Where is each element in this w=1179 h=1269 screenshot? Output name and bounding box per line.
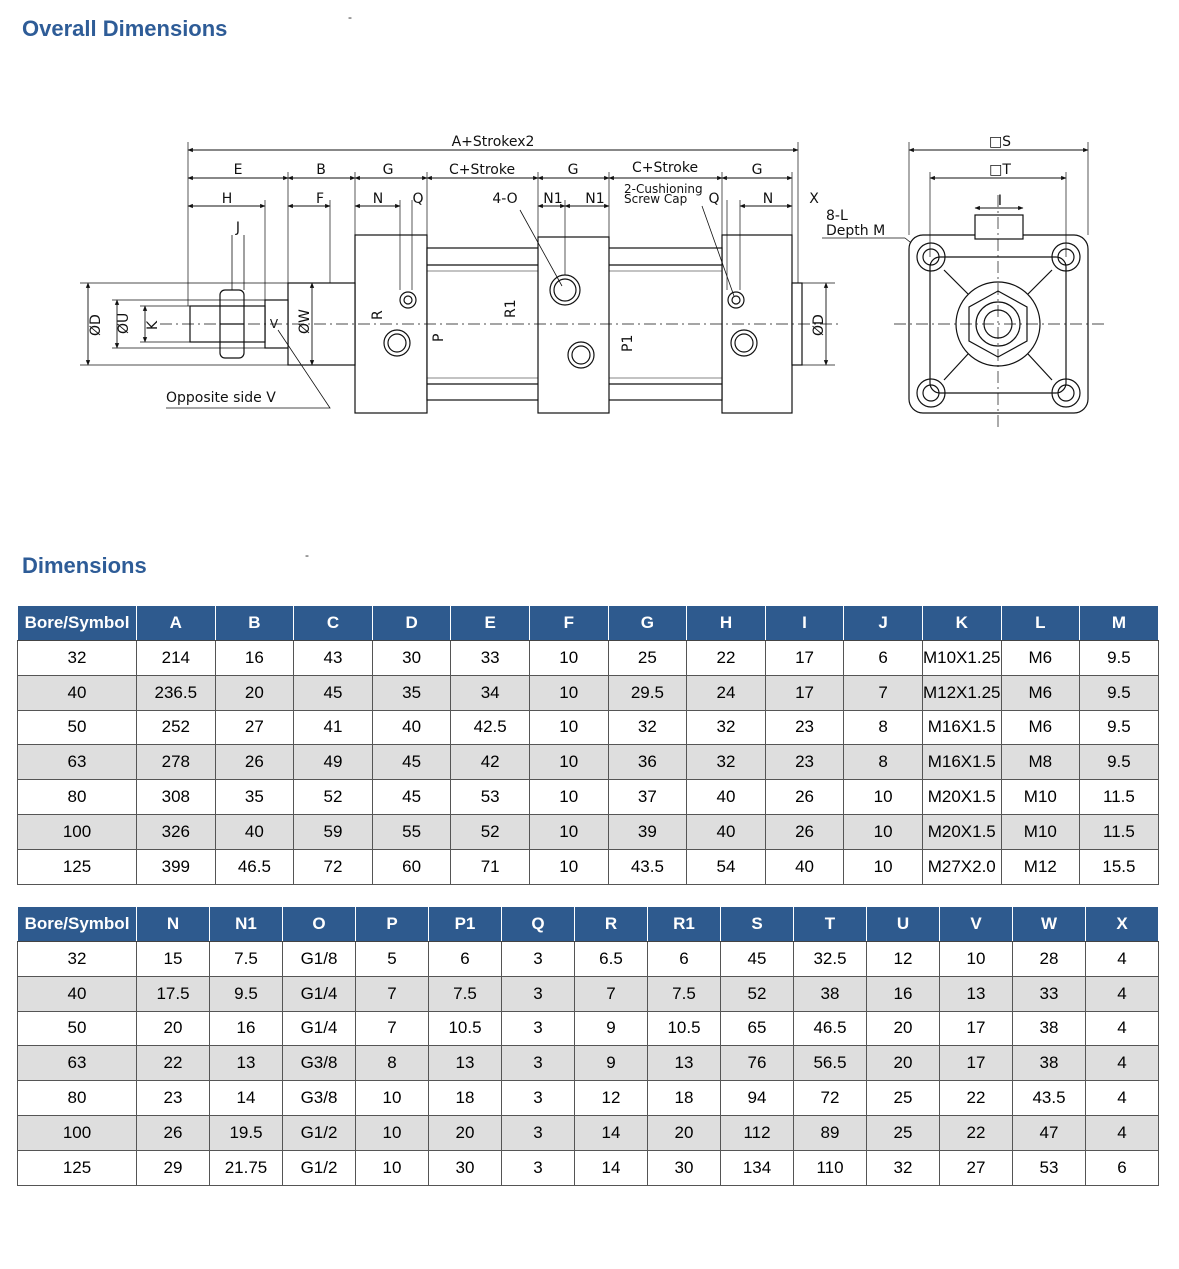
value-cell: 4 [1086, 942, 1159, 977]
table-row [18, 710, 1159, 745]
value-cell: 20 [867, 1011, 940, 1046]
value-cell: 18 [429, 1081, 502, 1116]
value-cell: 40 [765, 849, 844, 884]
value-cell: 33 [451, 641, 530, 676]
value-cell: 9.5 [1080, 641, 1159, 676]
value-cell: 8 [844, 710, 923, 745]
header-i: I [765, 606, 844, 641]
value-cell: 65 [721, 1011, 794, 1046]
bore-cell: 80 [18, 780, 137, 815]
value-cell: 16 [215, 641, 294, 676]
header-a: A [137, 606, 216, 641]
value-cell: 22 [137, 1046, 210, 1081]
value-cell: 10 [940, 942, 1013, 977]
value-cell: 13 [210, 1046, 283, 1081]
value-cell: 21.75 [210, 1150, 283, 1185]
value-cell: 9.5 [210, 976, 283, 1011]
label-q-front: Q [412, 191, 424, 207]
value-cell: 53 [1013, 1150, 1086, 1185]
label-d-front: ØD [88, 314, 104, 336]
header-p: P [356, 907, 429, 942]
label-v: V [269, 317, 279, 331]
label-n1-right: N1 [585, 191, 605, 207]
value-cell: 6 [648, 942, 721, 977]
value-cell: 3 [502, 976, 575, 1011]
value-cell: M16X1.5 [922, 745, 1001, 780]
value-cell: 9 [575, 1011, 648, 1046]
header-j: J [844, 606, 923, 641]
value-cell: 9 [575, 1046, 648, 1081]
value-cell: 12 [867, 942, 940, 977]
value-cell: 47 [1013, 1115, 1086, 1150]
value-cell: 22 [687, 641, 766, 676]
label-opposite-side: Opposite side V [166, 390, 276, 406]
value-cell: 4 [1086, 976, 1159, 1011]
value-cell: 43.5 [608, 849, 687, 884]
value-cell: 252 [137, 710, 216, 745]
value-cell: 15.5 [1080, 849, 1159, 884]
value-cell: 35 [215, 780, 294, 815]
value-cell: 10.5 [648, 1011, 721, 1046]
value-cell: 29.5 [608, 675, 687, 710]
value-cell: 38 [794, 976, 867, 1011]
value-cell: 10 [529, 641, 608, 676]
label-c-stroke-rear: C+Stroke [631, 160, 699, 176]
value-cell: 29 [137, 1150, 210, 1185]
value-cell: 326 [137, 814, 216, 849]
value-cell: 54 [687, 849, 766, 884]
value-cell: 3 [502, 1150, 575, 1185]
value-cell: 16 [210, 1011, 283, 1046]
value-cell: 7 [356, 1011, 429, 1046]
label-g-front: G [382, 162, 394, 178]
header-n: N [137, 907, 210, 942]
value-cell: 30 [372, 641, 451, 676]
bore-cell: 32 [18, 641, 137, 676]
header-c: C [294, 606, 373, 641]
table-row [18, 1046, 1159, 1081]
value-cell: 13 [648, 1046, 721, 1081]
label-b: B [316, 162, 326, 178]
value-cell: 8 [356, 1046, 429, 1081]
value-cell: 23 [765, 745, 844, 780]
value-cell: 26 [215, 745, 294, 780]
value-cell: 56.5 [794, 1046, 867, 1081]
value-cell: 45 [721, 942, 794, 977]
bore-cell: 125 [18, 849, 137, 884]
value-cell: 71 [451, 849, 530, 884]
label-c-stroke-front: C+Stroke [448, 162, 516, 178]
value-cell: 10 [529, 814, 608, 849]
value-cell: 112 [721, 1115, 794, 1150]
value-cell: 36 [608, 745, 687, 780]
value-cell: 4 [1086, 1046, 1159, 1081]
label-q-rear: Q [708, 191, 720, 207]
bore-cell: 100 [18, 1115, 137, 1150]
label-cushion-line1: 2-Cushioning [624, 182, 703, 196]
end-view [909, 215, 1088, 413]
header-r: R [575, 907, 648, 942]
header-f: F [529, 606, 608, 641]
bore-cell: 32 [18, 942, 137, 977]
value-cell: 17 [940, 1046, 1013, 1081]
label-a-stroke: A+Strokex2 [451, 134, 535, 150]
label-e: E [233, 162, 243, 178]
label-n1-left: N1 [543, 191, 563, 207]
value-cell: M10 [1001, 814, 1080, 849]
value-cell: M10X1.25 [922, 641, 1001, 676]
label-n-rear: N [762, 191, 774, 207]
value-cell: 27 [215, 710, 294, 745]
value-cell: 46.5 [215, 849, 294, 884]
bore-cell: 50 [18, 710, 137, 745]
value-cell: 22 [940, 1115, 1013, 1150]
label-s: □S [988, 134, 1012, 150]
table-row [18, 780, 1159, 815]
label-r: R [370, 310, 386, 320]
value-cell: 18 [648, 1081, 721, 1116]
bore-cell: 40 [18, 675, 137, 710]
value-cell: 30 [648, 1150, 721, 1185]
value-cell: 34 [451, 675, 530, 710]
label-j: J [235, 220, 241, 236]
label-n-front: N [372, 191, 384, 207]
value-cell: G1/8 [283, 942, 356, 977]
value-cell: 45 [372, 745, 451, 780]
header-bore-symbol: Bore/Symbol [18, 907, 137, 942]
value-cell: 32 [867, 1150, 940, 1185]
value-cell: 26 [765, 814, 844, 849]
value-cell: 42 [451, 745, 530, 780]
value-cell: G1/4 [283, 1011, 356, 1046]
value-cell: 3 [502, 942, 575, 977]
value-cell: 39 [608, 814, 687, 849]
table-row [18, 1011, 1159, 1046]
table-row [18, 1081, 1159, 1116]
table-row [18, 976, 1159, 1011]
value-cell: 4 [1086, 1115, 1159, 1150]
value-cell: 278 [137, 745, 216, 780]
header-w: W [1013, 907, 1086, 942]
value-cell: 3 [502, 1046, 575, 1081]
header-u: U [867, 907, 940, 942]
value-cell: 7 [844, 675, 923, 710]
bore-cell: 40 [18, 976, 137, 1011]
value-cell: 32 [608, 710, 687, 745]
value-cell: 16 [867, 976, 940, 1011]
label-t: □T [989, 162, 1011, 178]
value-cell: 7.5 [429, 976, 502, 1011]
bore-cell: 50 [18, 1011, 137, 1046]
label-i: I [997, 193, 1003, 209]
table-row [18, 1150, 1159, 1185]
value-cell: M6 [1001, 641, 1080, 676]
overall-dimensions-title: Overall Dimensions [22, 16, 228, 41]
value-cell: 110 [794, 1150, 867, 1185]
label-thread-count: 8-L [826, 208, 848, 224]
value-cell: 17 [940, 1011, 1013, 1046]
label-p: P [431, 333, 447, 342]
value-cell: G1/2 [283, 1150, 356, 1185]
label-h: H [221, 191, 233, 207]
value-cell: 17.5 [137, 976, 210, 1011]
value-cell: 72 [294, 849, 373, 884]
value-cell: 10 [356, 1081, 429, 1116]
value-cell: 20 [867, 1046, 940, 1081]
value-cell: 134 [721, 1150, 794, 1185]
header-d: D [372, 606, 451, 641]
value-cell: 308 [137, 780, 216, 815]
value-cell: G1/2 [283, 1115, 356, 1150]
value-cell: 6 [1086, 1150, 1159, 1185]
value-cell: 12 [575, 1081, 648, 1116]
value-cell: 11.5 [1080, 814, 1159, 849]
value-cell: 38 [1013, 1046, 1086, 1081]
table-row [18, 1115, 1159, 1150]
bore-cell: 125 [18, 1150, 137, 1185]
header-q: Q [502, 907, 575, 942]
value-cell: 22 [940, 1081, 1013, 1116]
value-cell: 10 [529, 710, 608, 745]
label-d-rear: ØD [811, 314, 827, 336]
header-o: O [283, 907, 356, 942]
value-cell: 10 [356, 1115, 429, 1150]
value-cell: 10 [356, 1150, 429, 1185]
value-cell: 26 [137, 1115, 210, 1150]
cylinder-dimension-drawing [0, 120, 1179, 440]
value-cell: 25 [867, 1115, 940, 1150]
value-cell: 8 [844, 745, 923, 780]
value-cell: 14 [575, 1150, 648, 1185]
value-cell: 23 [765, 710, 844, 745]
value-cell: 45 [294, 675, 373, 710]
dimensions-dash-mark: - [305, 548, 309, 562]
value-cell: 3 [502, 1011, 575, 1046]
label-w: ØW [297, 309, 313, 334]
header-b: B [215, 606, 294, 641]
value-cell: M10 [1001, 780, 1080, 815]
dimensions-table-n-to-x [17, 906, 1159, 1186]
value-cell: 52 [294, 780, 373, 815]
label-r1: R1 [503, 299, 519, 318]
value-cell: 4 [1086, 1081, 1159, 1116]
value-cell: 7.5 [210, 942, 283, 977]
header-e: E [451, 606, 530, 641]
value-cell: 72 [794, 1081, 867, 1116]
value-cell: 10 [529, 745, 608, 780]
value-cell: 6.5 [575, 942, 648, 977]
value-cell: 20 [429, 1115, 502, 1150]
value-cell: 25 [867, 1081, 940, 1116]
value-cell: 32.5 [794, 942, 867, 977]
value-cell: M27X2.0 [922, 849, 1001, 884]
value-cell: 23 [137, 1081, 210, 1116]
bore-cell: 80 [18, 1081, 137, 1116]
value-cell: 6 [429, 942, 502, 977]
table-row [18, 942, 1159, 977]
value-cell: 10 [529, 675, 608, 710]
value-cell: 55 [372, 814, 451, 849]
value-cell: 24 [687, 675, 766, 710]
value-cell: 89 [794, 1115, 867, 1150]
value-cell: 53 [451, 780, 530, 815]
value-cell: 7 [575, 976, 648, 1011]
value-cell: 20 [648, 1115, 721, 1150]
label-x: X [809, 191, 819, 207]
value-cell: 40 [687, 814, 766, 849]
header-p1: P1 [429, 907, 502, 942]
value-cell: 38 [1013, 1011, 1086, 1046]
value-cell: 10 [529, 780, 608, 815]
value-cell: 236.5 [137, 675, 216, 710]
value-cell: 30 [429, 1150, 502, 1185]
label-cushion-line2: Screw Cap [624, 192, 688, 206]
value-cell: G3/8 [283, 1081, 356, 1116]
value-cell: M12 [1001, 849, 1080, 884]
value-cell: 5 [356, 942, 429, 977]
value-cell: 17 [765, 641, 844, 676]
header-v: V [940, 907, 1013, 942]
label-g-rear: G [751, 162, 763, 178]
bore-cell: 100 [18, 814, 137, 849]
header-s: S [721, 907, 794, 942]
label-u: ØU [116, 312, 132, 334]
value-cell: 6 [844, 641, 923, 676]
value-cell: G3/8 [283, 1046, 356, 1081]
value-cell: 10 [844, 849, 923, 884]
label-o: 4-O [492, 191, 518, 207]
value-cell: M20X1.5 [922, 780, 1001, 815]
value-cell: 10.5 [429, 1011, 502, 1046]
value-cell: 13 [940, 976, 1013, 1011]
header-t: T [794, 907, 867, 942]
value-cell: M16X1.5 [922, 710, 1001, 745]
value-cell: 32 [687, 745, 766, 780]
table-row [18, 675, 1159, 710]
header-h: H [687, 606, 766, 641]
table-row [18, 641, 1159, 676]
header-k: K [922, 606, 1001, 641]
label-k: K [145, 320, 161, 330]
value-cell: 19.5 [210, 1115, 283, 1150]
value-cell: 10 [529, 849, 608, 884]
value-cell: 20 [137, 1011, 210, 1046]
dimensions-table-a-to-m [17, 605, 1159, 885]
value-cell: M8 [1001, 745, 1080, 780]
value-cell: G1/4 [283, 976, 356, 1011]
value-cell: 43 [294, 641, 373, 676]
dimensions-title: Dimensions [22, 553, 147, 578]
value-cell: 37 [608, 780, 687, 815]
value-cell: 13 [429, 1046, 502, 1081]
value-cell: 10 [844, 780, 923, 815]
value-cell: 15 [137, 942, 210, 977]
value-cell: 26 [765, 780, 844, 815]
value-cell: 35 [372, 675, 451, 710]
value-cell: 3 [502, 1081, 575, 1116]
value-cell: 17 [765, 675, 844, 710]
value-cell: 7 [356, 976, 429, 1011]
value-cell: 76 [721, 1046, 794, 1081]
bore-cell: 63 [18, 745, 137, 780]
value-cell: 33 [1013, 976, 1086, 1011]
value-cell: 43.5 [1013, 1081, 1086, 1116]
value-cell: 7.5 [648, 976, 721, 1011]
table-header-row [18, 907, 1159, 942]
value-cell: 40 [687, 780, 766, 815]
title-dash-mark: - [348, 10, 352, 24]
value-cell: M20X1.5 [922, 814, 1001, 849]
header-g: G [608, 606, 687, 641]
table-row [18, 814, 1159, 849]
value-cell: 45 [372, 780, 451, 815]
value-cell: M6 [1001, 675, 1080, 710]
value-cell: 46.5 [794, 1011, 867, 1046]
value-cell: 11.5 [1080, 780, 1159, 815]
value-cell: 214 [137, 641, 216, 676]
label-f: F [315, 191, 325, 207]
value-cell: 49 [294, 745, 373, 780]
label-g-middle: G [567, 162, 579, 178]
value-cell: 27 [940, 1150, 1013, 1185]
value-cell: 25 [608, 641, 687, 676]
value-cell: 9.5 [1080, 745, 1159, 780]
value-cell: 9.5 [1080, 675, 1159, 710]
table-header-row [18, 606, 1159, 641]
header-n1: N1 [210, 907, 283, 942]
header-bore-symbol: Bore/Symbol [18, 606, 137, 641]
header-l: L [1001, 606, 1080, 641]
value-cell: 399 [137, 849, 216, 884]
value-cell: 4 [1086, 1011, 1159, 1046]
value-cell: 20 [215, 675, 294, 710]
bore-cell: 63 [18, 1046, 137, 1081]
value-cell: 3 [502, 1115, 575, 1150]
value-cell: 52 [451, 814, 530, 849]
table-row [18, 745, 1159, 780]
value-cell: 42.5 [451, 710, 530, 745]
value-cell: 32 [687, 710, 766, 745]
value-cell: 28 [1013, 942, 1086, 977]
header-x: X [1086, 907, 1159, 942]
value-cell: 40 [215, 814, 294, 849]
value-cell: 94 [721, 1081, 794, 1116]
header-m: M [1080, 606, 1159, 641]
value-cell: 10 [844, 814, 923, 849]
value-cell: 41 [294, 710, 373, 745]
table-row [18, 849, 1159, 884]
value-cell: 40 [372, 710, 451, 745]
value-cell: M12X1.25 [922, 675, 1001, 710]
value-cell: 9.5 [1080, 710, 1159, 745]
value-cell: 59 [294, 814, 373, 849]
value-cell: 52 [721, 976, 794, 1011]
value-cell: 14 [210, 1081, 283, 1116]
value-cell: 14 [575, 1115, 648, 1150]
label-p1: P1 [620, 334, 636, 352]
header-r1: R1 [648, 907, 721, 942]
label-thread-depth: Depth M [826, 223, 886, 239]
value-cell: M6 [1001, 710, 1080, 745]
value-cell: 60 [372, 849, 451, 884]
